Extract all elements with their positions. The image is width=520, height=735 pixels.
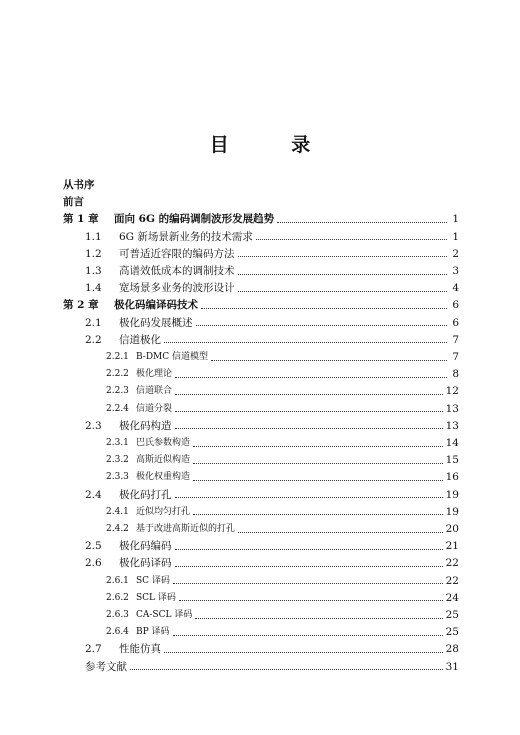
- toc-entry-title: 极化码发展概述: [119, 316, 193, 329]
- toc-entry-number: 2.3.3: [106, 472, 129, 483]
- toc-entry: [63, 315, 459, 332]
- dot-leader: [193, 463, 443, 464]
- toc-entry-page: 12: [445, 385, 459, 398]
- dot-leader: [173, 635, 443, 636]
- toc-entry-number: 1.3: [85, 265, 102, 277]
- toc-entry-title: CA-SCL 译码: [136, 610, 193, 620]
- toc-entry-number: 1.4: [85, 282, 102, 295]
- toc-entry-page: 3: [452, 265, 459, 277]
- toc-entry-number: 2.3: [85, 419, 102, 432]
- toc-entry-number: 2.6.1: [106, 575, 129, 586]
- toc-entry-page: 25: [445, 609, 459, 621]
- toc-entry-title: 极化理论: [136, 369, 173, 380]
- toc-entry-title: 可普适近容限的编码方法: [119, 247, 235, 260]
- toc-entry-page: 7: [452, 351, 459, 363]
- dot-leader: [211, 360, 447, 361]
- dot-leader: [175, 549, 443, 550]
- toc-entry-page: 2: [452, 247, 459, 260]
- toc-entry: [63, 469, 459, 486]
- toc-entry-title: 从书序: [63, 179, 95, 191]
- toc-entry-page: 21: [445, 540, 459, 553]
- toc-entry: [63, 229, 459, 246]
- toc-entry: [63, 383, 459, 400]
- toc-entry-number: 2.1: [85, 316, 102, 329]
- toc-entry-number: 2.2.4: [106, 403, 129, 414]
- toc-entry: [63, 366, 459, 383]
- toc-entry-number: 2.3.1: [106, 438, 129, 448]
- toc-entry: [63, 607, 459, 624]
- toc-entry: [63, 349, 459, 366]
- dot-leader: [164, 652, 443, 653]
- dot-leader: [238, 291, 448, 292]
- dot-leader: [130, 669, 443, 670]
- toc-entry-page: 22: [445, 557, 459, 570]
- toc-entry-page: 7: [452, 333, 459, 346]
- toc-entry-title: SCL 译码: [136, 592, 176, 603]
- toc-entry-title: 极化码译码: [119, 557, 172, 570]
- toc-entry-number: 2.3.2: [106, 455, 129, 466]
- toc-entry-number: 2.4: [85, 488, 102, 501]
- toc-entry-number: 2.2.3: [106, 386, 129, 397]
- toc-entry-page: 15: [445, 454, 459, 467]
- toc-entry-page: 19: [445, 505, 459, 518]
- dot-leader: [164, 342, 447, 343]
- toc-entry-number: 2.6.2: [106, 592, 129, 603]
- toc-entry: [63, 194, 459, 211]
- dot-leader: [179, 600, 443, 601]
- toc-entry-title: SC 译码: [136, 575, 170, 586]
- toc-entry-number: 2.6: [85, 557, 102, 570]
- dot-leader: [256, 239, 447, 240]
- toc-entry-page: 4: [452, 282, 459, 295]
- toc-entry-number: 第 2 章: [63, 299, 99, 312]
- toc-entry-page: 16: [445, 471, 459, 484]
- toc-entry-title: 巴氏参数构造: [136, 438, 191, 448]
- toc-entry-page: 13: [445, 402, 459, 415]
- toc-entry-page: 13: [445, 419, 459, 432]
- toc-entry-page: 31: [445, 660, 459, 673]
- page-title: 目 录: [209, 134, 339, 156]
- toc-entry-title: BP 译码: [136, 627, 170, 638]
- toc-entry-title: 参考文献: [85, 660, 127, 673]
- dot-leader: [175, 394, 443, 395]
- toc-entry-page: 6: [452, 299, 459, 312]
- toc-entry: [63, 280, 459, 297]
- dot-leader: [193, 514, 443, 515]
- dot-leader: [238, 532, 443, 533]
- toc-entry-page: 22: [445, 574, 459, 587]
- toc-entry: [63, 555, 459, 572]
- toc-entry: [63, 504, 459, 521]
- toc-entry: [63, 538, 459, 555]
- toc-entry: [63, 332, 459, 349]
- toc-entry-title: 极化权重构造: [136, 472, 191, 483]
- toc-entry: [63, 211, 459, 228]
- toc-entry-page: 8: [452, 368, 459, 381]
- toc-entry: [63, 521, 459, 538]
- dot-leader: [238, 274, 448, 275]
- toc-entry-number: 2.6.3: [106, 610, 129, 620]
- toc-entry: [63, 401, 459, 418]
- toc-entry-number: 2.2: [85, 333, 102, 346]
- toc-entry: [63, 659, 459, 676]
- toc-entry: [63, 297, 459, 314]
- toc-entry-title: 信道联合: [136, 386, 173, 397]
- toc-entry: [63, 246, 459, 263]
- toc-entry-title: 极化码构造: [119, 419, 172, 432]
- toc-entry-number: 2.5: [85, 540, 102, 553]
- dot-leader: [175, 566, 443, 567]
- toc-entry: [63, 418, 459, 435]
- toc-entry-page: 25: [445, 626, 459, 639]
- toc-entry-page: 28: [445, 643, 459, 656]
- toc-entry-title: 信道极化: [119, 333, 161, 346]
- toc-entry-title: 极化码编译码技术: [114, 299, 198, 312]
- toc-entry-number: 2.2.1: [106, 352, 129, 362]
- dot-leader: [201, 308, 447, 309]
- toc-entry-page: 1: [452, 213, 459, 226]
- toc-entry: [63, 435, 459, 452]
- toc-entry-page: 14: [445, 437, 459, 449]
- toc-entry-number: 第 1 章: [63, 213, 99, 226]
- toc-entry-title: 极化码编码: [119, 540, 172, 553]
- toc-entry-number: 2.6.4: [106, 627, 129, 638]
- toc-entry: [63, 624, 459, 641]
- toc-entry-title: 面向 6G 的编码调制波形发展趋势: [114, 213, 275, 226]
- toc-entry-number: 1.1: [85, 230, 102, 243]
- toc-entry-number: 1.2: [85, 247, 102, 260]
- toc-entry: [63, 177, 459, 194]
- toc-entry: [63, 452, 459, 469]
- dot-leader: [193, 480, 443, 481]
- toc-entry-page: 1: [452, 230, 459, 243]
- toc-entry-title: 性能仿真: [119, 643, 161, 656]
- dot-leader: [175, 411, 443, 412]
- toc-entry-page: 20: [445, 523, 459, 535]
- dot-leader: [175, 428, 443, 429]
- toc-entry: [63, 573, 459, 590]
- toc-entry-title: 高斯近似构造: [136, 455, 191, 466]
- toc-entry-page: 6: [452, 316, 459, 329]
- toc-entry-number: 2.4.2: [106, 524, 129, 534]
- toc-entry: [63, 641, 459, 658]
- toc-entry: [63, 487, 459, 504]
- toc-entry-title: 基于改进高斯近似的打孔: [136, 524, 236, 534]
- dot-leader: [175, 377, 447, 378]
- dot-leader: [238, 256, 448, 257]
- toc-entry-title: 近似均匀打孔: [136, 506, 191, 517]
- toc-entry-title: 高谱效低成本的调制技术: [119, 265, 235, 277]
- toc-entry-number: 2.4.1: [106, 506, 129, 517]
- toc-entry-page: 24: [445, 591, 459, 604]
- dot-leader: [196, 325, 448, 326]
- toc-entry-title: 6G 新场景新业务的技术需求: [119, 230, 253, 243]
- dot-leader: [175, 497, 443, 498]
- toc-entry-number: 2.2.2: [106, 369, 129, 380]
- toc-entry-page: 19: [445, 488, 459, 501]
- dot-leader: [195, 618, 442, 619]
- dot-leader: [277, 222, 447, 223]
- toc-entry-title: 宽场景多业务的波形设计: [119, 282, 235, 295]
- toc-entry-title: 极化码打孔: [119, 488, 172, 501]
- dot-leader: [173, 583, 443, 584]
- toc-entry-number: 2.7: [85, 643, 102, 656]
- toc-entry: [63, 263, 459, 280]
- dot-leader: [193, 446, 443, 447]
- toc-entry: [63, 590, 459, 607]
- toc-entry-title: 信道分裂: [136, 403, 173, 414]
- toc-entry-title: B-DMC 信道模型: [136, 352, 209, 362]
- toc-entry-title: 前言: [63, 196, 84, 209]
